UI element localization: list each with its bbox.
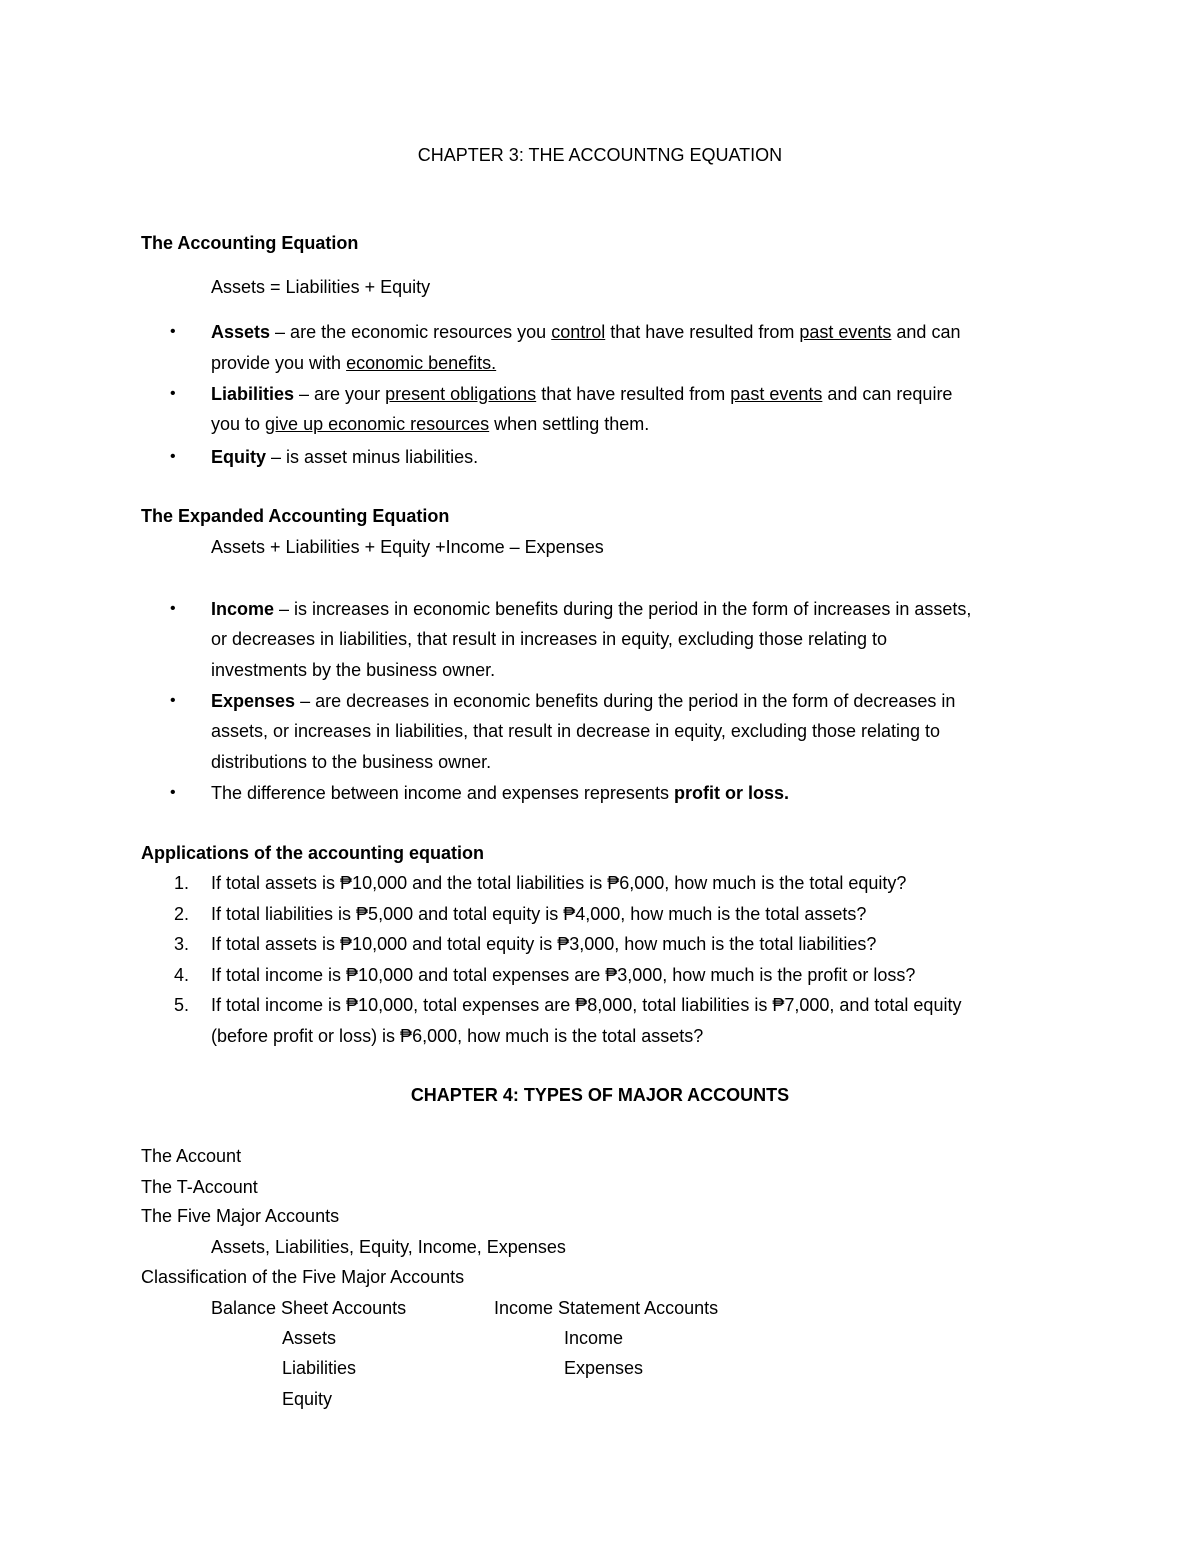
definition-assets-line1: Assets – are the economic resources you control that have resulted from past events and can — [211, 322, 961, 342]
chapter4-title: CHAPTER 4: TYPES OF MAJOR ACCOUNTS — [410, 1085, 790, 1105]
bullet-liabilities: • — [170, 385, 176, 402]
bullet-difference: • — [170, 784, 176, 801]
bullet-expenses: • — [170, 692, 176, 709]
section-heading-applications: Applications of the accounting equation — [141, 843, 485, 863]
definition-income-line2: or decreases in liabilities, that result in increases in equity, excluding those relating to — [211, 629, 888, 649]
definition-expenses-line2: assets, or increases in liabilities, that result in decrease in equity, excluding those relating to — [211, 721, 941, 741]
list-item: If total income is ₱10,000 and total expenses are ₱3,000, how much is the profit or loss? — [211, 965, 916, 985]
five-major-accounts-list: Assets, Liabilities, Equity, Income, Expenses — [211, 1237, 566, 1257]
topic-five-major-accounts: The Five Major Accounts — [141, 1206, 340, 1226]
list-item: If total assets is ₱10,000 and the total liabilities is ₱6,000, how much is the total equity? — [211, 873, 907, 893]
topic-classification: Classification of the Five Major Accounts — [141, 1267, 465, 1287]
balance-sheet-item-equity: Equity — [282, 1389, 333, 1409]
list-number: 1. — [174, 873, 190, 893]
list-item: If total assets is ₱10,000 and total equity is ₱3,000, how much is the total liabilities? — [211, 934, 877, 954]
definition-income-line1: Income – is increases in economic benefits during the period in the form of increases in assets, — [211, 599, 972, 619]
section-heading-expanded-equation: The Expanded Accounting Equation — [141, 506, 450, 526]
definition-liabilities-line1: Liabilities – are your present obligations that have resulted from past events and can require — [211, 384, 953, 404]
definition-expenses-line1: Expenses – are decreases in economic benefits during the period in the form of decreases in — [211, 691, 956, 711]
list-item-continuation: (before profit or loss) is ₱6,000, how much is the total assets? — [211, 1026, 704, 1046]
definition-assets-line2: provide you with economic benefits. — [211, 353, 497, 373]
income-statement-heading: Income Statement Accounts — [494, 1298, 719, 1318]
bullet-equity: • — [170, 448, 176, 465]
balance-sheet-heading: Balance Sheet Accounts — [211, 1298, 407, 1318]
definition-liabilities-line2: you to give up economic resources when settling them. — [211, 414, 650, 434]
definition-equity: Equity – is asset minus liabilities. — [211, 447, 479, 467]
definition-expenses-line3: distributions to the business owner. — [211, 752, 492, 772]
list-number: 3. — [174, 934, 190, 954]
accounting-equation: Assets = Liabilities + Equity — [211, 277, 431, 297]
balance-sheet-item-assets: Assets — [282, 1328, 337, 1348]
list-number: 4. — [174, 965, 190, 985]
list-number: 2. — [174, 904, 190, 924]
balance-sheet-item-liabilities: Liabilities — [282, 1358, 357, 1378]
definition-income-line3: investments by the business owner. — [211, 660, 496, 680]
profit-or-loss-note: The difference between income and expenses represents profit or loss. — [211, 783, 789, 803]
list-number: 5. — [174, 995, 190, 1015]
section-heading-accounting-equation: The Accounting Equation — [141, 233, 359, 253]
chapter3-title: CHAPTER 3: THE ACCOUNTNG EQUATION — [417, 145, 783, 165]
income-statement-item-income: Income — [564, 1328, 624, 1348]
list-item: If total liabilities is ₱5,000 and total equity is ₱4,000, how much is the total assets? — [211, 904, 867, 924]
bullet-income: • — [170, 600, 176, 617]
bullet-assets: • — [170, 323, 176, 340]
list-item: If total income is ₱10,000, total expenses are ₱8,000, total liabilities is ₱7,000, and total equity — [211, 995, 962, 1015]
topic-t-account: The T-Account — [141, 1177, 258, 1197]
topic-the-account: The Account — [141, 1146, 242, 1166]
expanded-equation: Assets + Liabilities + Equity +Income – Expenses — [211, 537, 604, 557]
income-statement-item-expenses: Expenses — [564, 1358, 644, 1378]
